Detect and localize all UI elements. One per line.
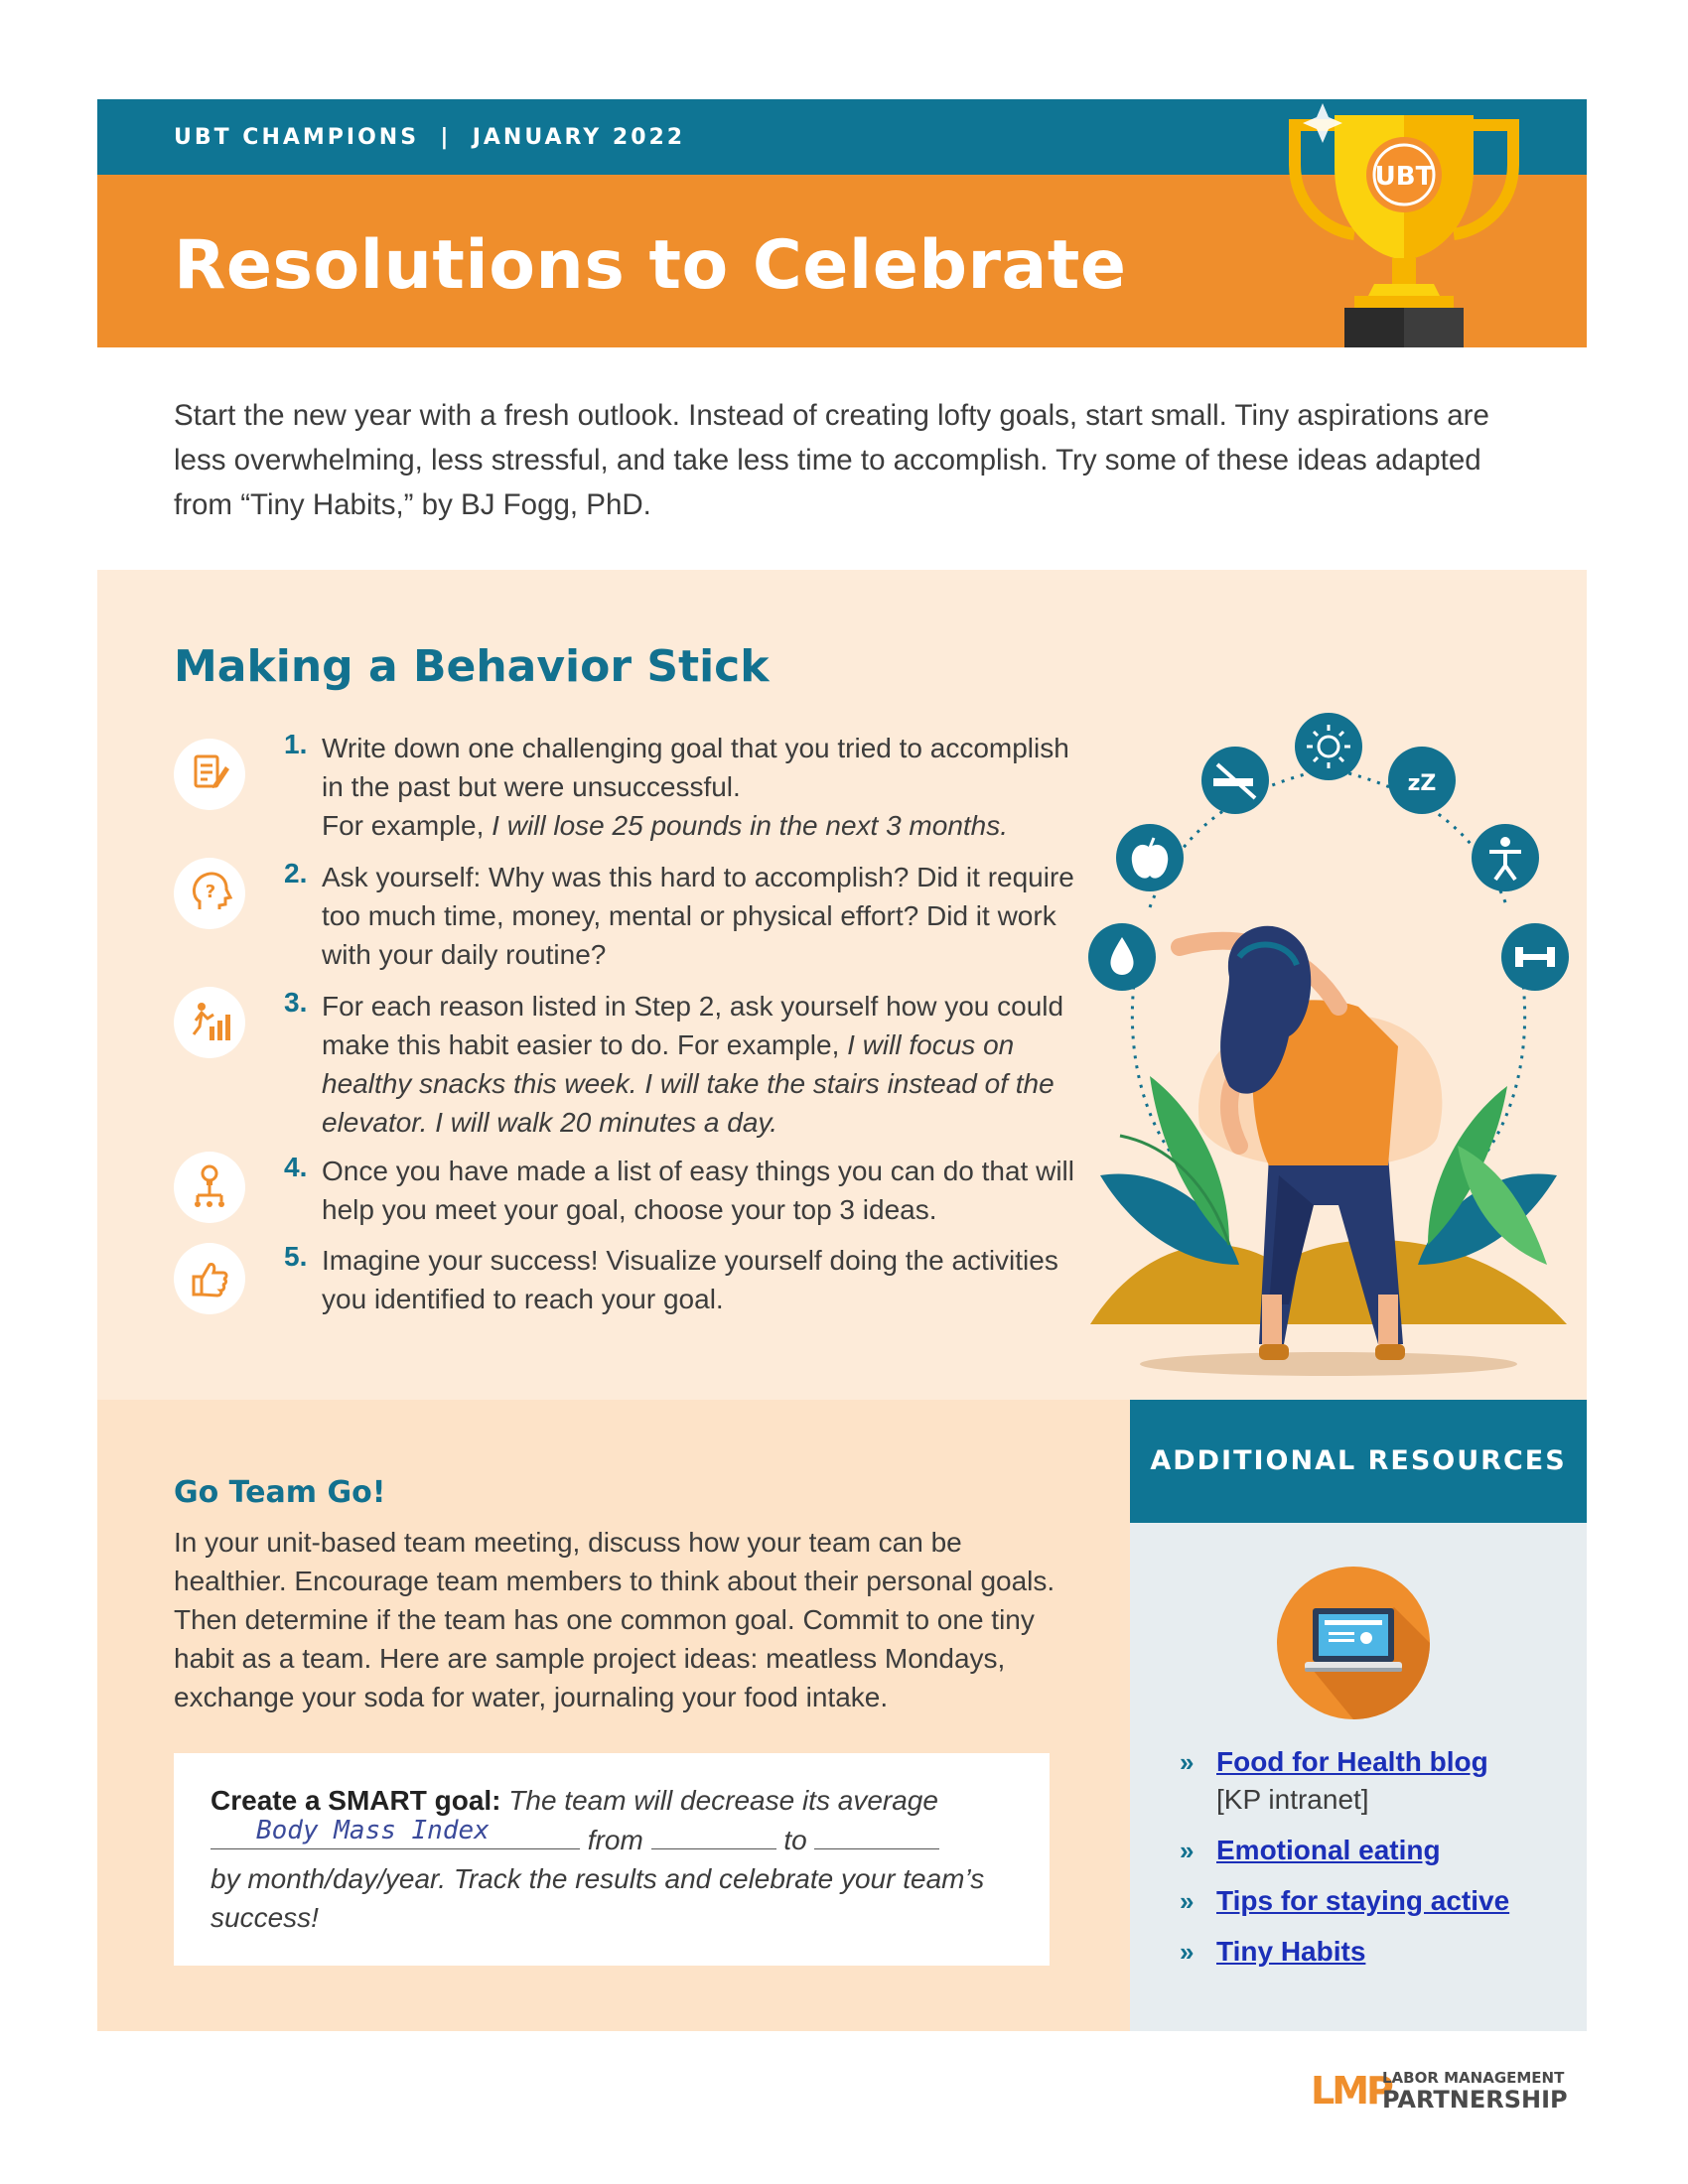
lmp-logo-line2: PARTNERSHIP: [1382, 2086, 1568, 2114]
resource-item-food-for-health: [1180, 1743, 1509, 1819]
page-title: Resolutions to Celebrate: [174, 226, 1127, 305]
chevron-icon: »: [1180, 1836, 1195, 1865]
behavior-title: Making a Behavior Stick: [174, 641, 770, 692]
intro-paragraph: Start the new year with a fresh outlook. Instead of creating lofty goals, start small. Tiny aspirations are less overwhelming, less stressful, and take less time to accomplish. Try some of these ideas adapted from “Tiny Habits,” by BJ Fogg, PhD.: [174, 399, 1489, 521]
food-for-health-link[interactable]: Food for Health blog: [1216, 1746, 1488, 1777]
team-body: In your unit-based team meeting, discuss how your team can be healthier. Encourage team members to think about their personal goals. Then determine if the team has one common goal. Commit to one tiny habit as a team. Here are sample project ideas: meatless Mondays, exchange your soda for water, journaling your food intake.: [174, 1527, 1055, 1712]
person-stretch-icon: [1472, 824, 1539, 891]
head-question-icon: [174, 858, 245, 929]
no-smoking-icon: [1201, 747, 1269, 814]
chevron-icon: »: [1180, 1747, 1195, 1777]
resource-sub-note: [KP intranet]: [1216, 1784, 1369, 1815]
resources-panel: [1130, 1523, 1587, 2031]
resource-item-tiny-habits: [1180, 1933, 1509, 1971]
step-2-number: 2.: [284, 858, 308, 888]
dumbbell-icon: [1501, 923, 1569, 991]
to-blank: [814, 1820, 939, 1849]
step-1-example: For example,: [322, 810, 492, 841]
sleep-zzz-icon: [1388, 747, 1456, 814]
from-blank: [651, 1820, 776, 1849]
apple-icon: [1116, 824, 1184, 891]
lmp-logo: [1311, 2067, 1589, 2115]
lmp-logo-line1: LABOR MANAGEMENT: [1382, 2069, 1565, 2087]
resources-title: ADDITIONAL RESOURCES: [1150, 1445, 1567, 1476]
svg-text:zZ: zZ: [1407, 771, 1437, 796]
tiny-habits-link[interactable]: Tiny Habits: [1216, 1936, 1366, 1967]
step-5-number: 5.: [284, 1241, 308, 1272]
step-3-text: [322, 987, 1076, 1142]
step-3-main: For each reason listed in Step 2, ask yourself how you could make this habit easier to do. For example,: [322, 991, 1064, 1060]
chevron-icon: »: [1180, 1937, 1195, 1967]
behavior-section: [97, 570, 1587, 1400]
smart-goal-box: [174, 1753, 1050, 1966]
lightbulb-network-icon: [174, 1152, 245, 1223]
smart-from: from: [587, 1825, 643, 1855]
step-4-number: 4.: [284, 1152, 308, 1182]
lmp-logo-mark: LMP: [1311, 2069, 1391, 2113]
smart-to: to: [783, 1825, 807, 1855]
smart-intro: The team will decrease its average: [500, 1785, 938, 1816]
tips-staying-active-link[interactable]: Tips for staying active: [1216, 1885, 1510, 1916]
resource-item-staying-active: [1180, 1882, 1509, 1920]
resources-list: [1180, 1743, 1509, 1983]
step-1-text: [322, 729, 1076, 845]
person-climbing-bars-icon: [174, 987, 245, 1058]
step-2-text: Ask yourself: Why was this hard to accomplish? Did it require too much time, money, mental or physical effort? Did it work with your daily routine?: [322, 862, 1074, 970]
thumbs-up-icon: [174, 1243, 245, 1314]
step-3-italic: I will focus on healthy snacks this week. I will take the stairs instead of the elevator. I will walk 20 minutes a day.: [322, 1029, 1055, 1138]
stretching-woman-illustration: [1080, 709, 1577, 1384]
sun-icon: [1295, 713, 1362, 780]
resource-item-emotional-eating: [1180, 1832, 1509, 1869]
step-4-text: Once you have made a list of easy things you can do that will help you meet your goal, choose your top 3 ideas.: [322, 1156, 1074, 1225]
team-section: [97, 1400, 1130, 2031]
chevron-icon: »: [1180, 1886, 1195, 1916]
resources-header: [1130, 1400, 1587, 1523]
bmi-blank: [211, 1816, 580, 1849]
smart-outro: by month/day/year. Track the results and celebrate your team’s success!: [211, 1863, 985, 1933]
header-kicker: UBT CHAMPIONS | JANUARY 2022: [174, 125, 686, 150]
emotional-eating-link[interactable]: Emotional eating: [1216, 1835, 1441, 1865]
trophy-icon: [1289, 97, 1519, 351]
trophy-badge-text: UBT: [1374, 162, 1434, 192]
checklist-pencil-icon: [174, 739, 245, 810]
water-drop-icon: [1088, 923, 1156, 991]
team-title: Go Team Go!: [174, 1475, 386, 1510]
step-1-number: 1.: [284, 729, 308, 759]
step-1-italic: I will lose 25 pounds in the next 3 months.: [492, 810, 1009, 841]
step-5-text: Imagine your success! Visualize yourself doing the activities you identified to reach your goal.: [322, 1245, 1058, 1314]
step-3-number: 3.: [284, 987, 308, 1018]
laptop-icon: [1277, 1567, 1430, 1719]
step-1-main: Write down one challenging goal that you tried to accomplish in the past but were unsuccessful.: [322, 733, 1069, 802]
smart-label: Create a SMART goal:: [211, 1785, 501, 1816]
svg-text:?: ?: [205, 882, 216, 902]
handwritten-entry: Body Mass Index: [256, 1816, 490, 1845]
